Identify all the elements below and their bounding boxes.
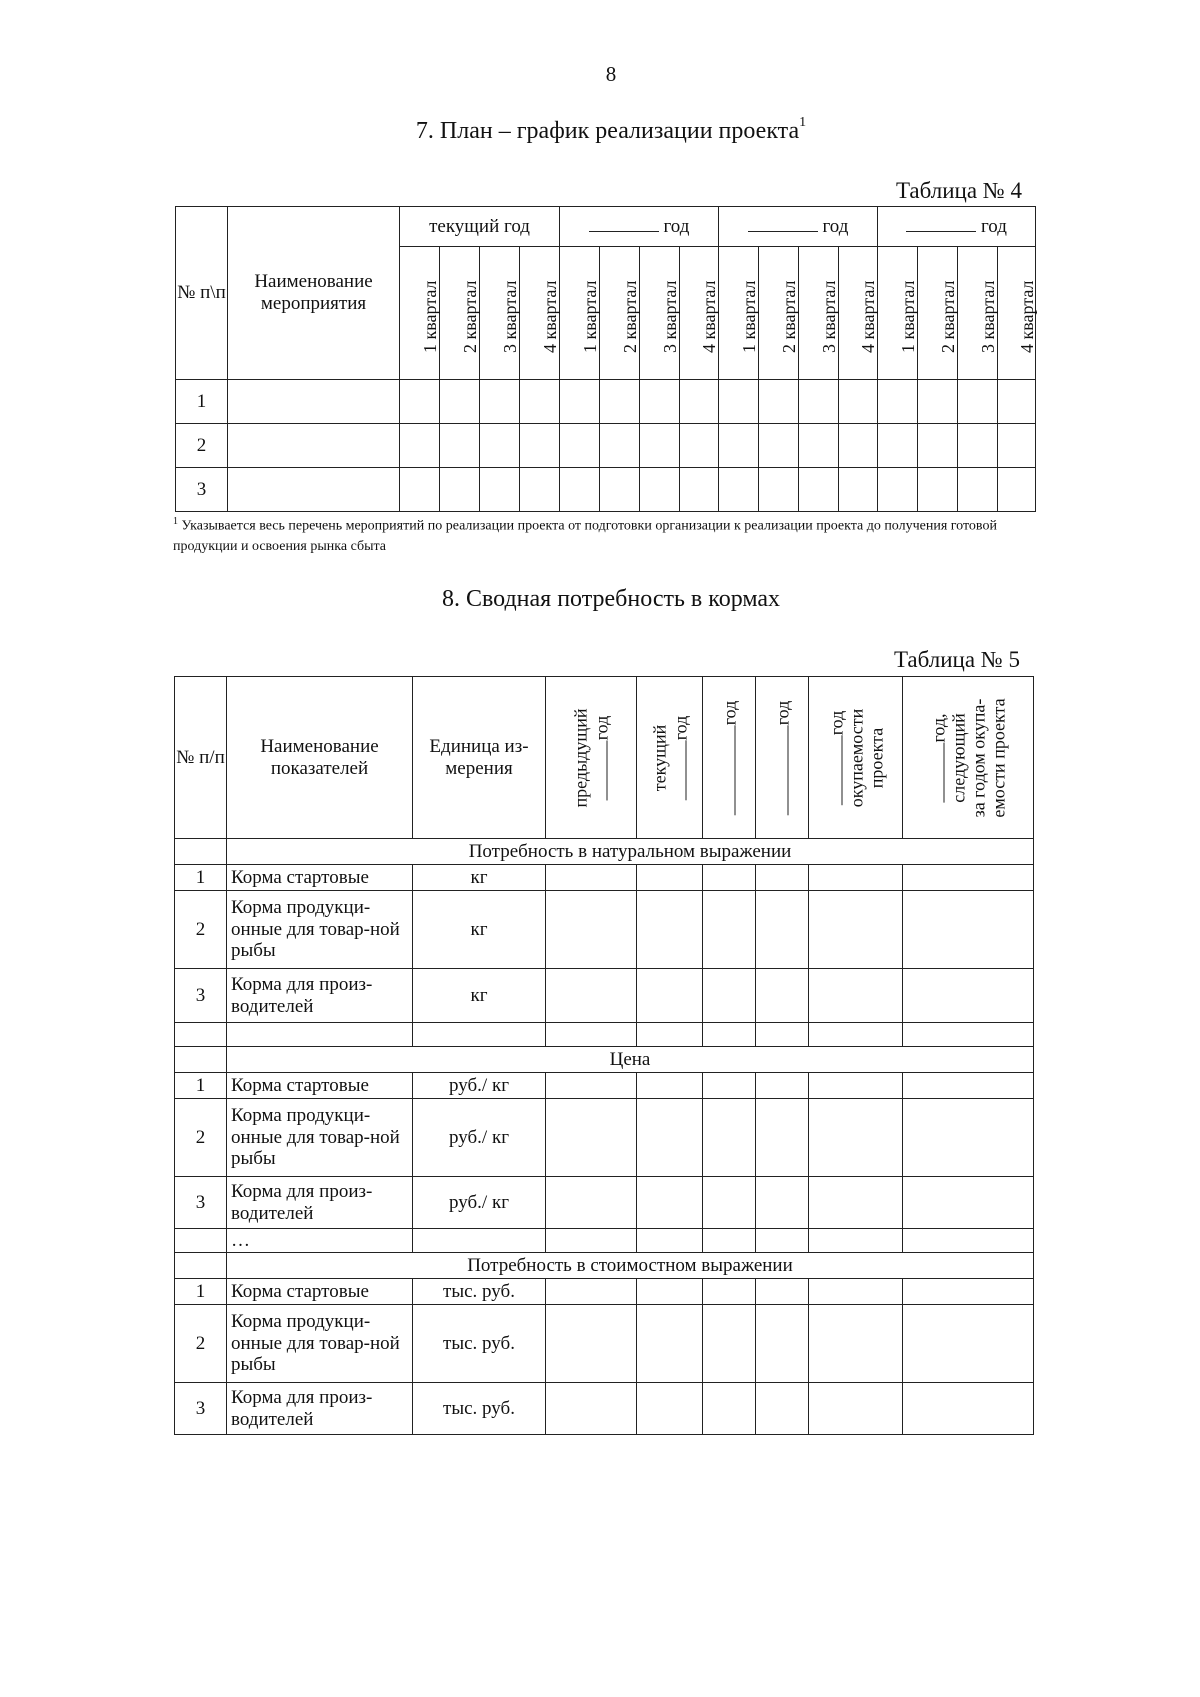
footnote: $^1$ Указывается весь перечень мероприятий по реализации проекта от подготовки организации к реализации проекта до получения готовой продукции и освоения рынка сбыта [173, 516, 997, 554]
empty-cell [703, 1383, 756, 1435]
empty-cell [756, 1383, 809, 1435]
quarter-header: 3 квартал [799, 247, 839, 380]
empty-cell [719, 468, 759, 512]
empty-cell [918, 424, 958, 468]
empty-cell [958, 424, 998, 468]
quarter-header: 3 квартал [480, 247, 520, 380]
table4-caption: Таблица № 4 [895, 178, 1022, 203]
quarter-header: 2 квартал [600, 247, 640, 380]
empty-cell [640, 468, 680, 512]
col-name-header: Наименование мероприятия [228, 207, 400, 380]
empty-cell [703, 1305, 756, 1383]
table-cell: 1 [175, 1279, 227, 1305]
table-row [175, 1229, 1034, 1253]
col-name-header: Наименование показателей [227, 677, 413, 839]
table-cell: 2 [175, 1099, 227, 1177]
empty-cell [878, 380, 918, 424]
empty-cell [175, 1023, 227, 1047]
empty-cell [903, 891, 1034, 969]
empty-cell [839, 424, 878, 468]
footnote-mark: 1 [799, 115, 807, 130]
empty-cell [680, 424, 719, 468]
empty-cell [546, 1383, 637, 1435]
empty-cell [175, 1253, 227, 1279]
empty-cell [759, 380, 799, 424]
empty-cell [756, 1279, 809, 1305]
empty-cell [998, 380, 1036, 424]
empty-cell [480, 380, 520, 424]
table-row [175, 1073, 1034, 1099]
empty-cell [703, 1073, 756, 1099]
empty-cell [809, 1099, 903, 1177]
table-cell: Корма для произ-водителей [227, 969, 413, 1023]
quarter-header: 2 квартал [440, 247, 480, 380]
empty-cell [903, 969, 1034, 1023]
table5-caption: Таблица № 5 [893, 647, 1020, 672]
empty-cell [756, 1305, 809, 1383]
empty-cell [878, 468, 918, 512]
empty-cell [546, 1099, 637, 1177]
empty-cell [756, 1073, 809, 1099]
empty-cell [637, 1073, 703, 1099]
empty-cell [903, 1383, 1034, 1435]
empty-cell [637, 1383, 703, 1435]
empty-cell [480, 424, 520, 468]
table-cell: Корма для произ-водителей [227, 1177, 413, 1229]
table-row [175, 1279, 1034, 1305]
table-cell: кг [413, 865, 546, 891]
empty-cell [703, 1099, 756, 1177]
row-number: 2 [176, 424, 228, 468]
empty-cell [413, 1023, 546, 1047]
group-row [175, 1253, 1034, 1279]
empty-cell [719, 380, 759, 424]
empty-cell [809, 1383, 903, 1435]
empty-cell [703, 1023, 756, 1047]
quarter-header: 3 квартал [640, 247, 680, 380]
empty-cell [637, 1229, 703, 1253]
table-row [176, 424, 1036, 468]
col-year-header: год [703, 677, 756, 839]
quarter-header: 3 квартал [958, 247, 998, 380]
empty-cell [546, 1279, 637, 1305]
empty-cell [228, 468, 400, 512]
table-cell: Корма стартовые [227, 1073, 413, 1099]
empty-cell [520, 468, 560, 512]
empty-cell [703, 1279, 756, 1305]
group-row [175, 839, 1034, 865]
empty-cell [546, 891, 637, 969]
empty-cell [600, 468, 640, 512]
table-row [175, 1305, 1034, 1383]
empty-cell [756, 969, 809, 1023]
empty-cell [546, 969, 637, 1023]
table-cell: 3 [175, 1383, 227, 1435]
empty-cell [903, 1099, 1034, 1177]
empty-cell [440, 468, 480, 512]
col-prev-year-header: предыдущий год [546, 677, 637, 839]
empty-cell [175, 1047, 227, 1073]
empty-cell [480, 468, 520, 512]
table-cell: тыс. руб. [413, 1279, 546, 1305]
empty-cell [759, 468, 799, 512]
empty-cell [637, 865, 703, 891]
empty-cell [809, 1023, 903, 1047]
empty-cell [756, 1023, 809, 1047]
empty-cell [809, 1305, 903, 1383]
empty-cell [756, 1177, 809, 1229]
empty-cell [413, 1229, 546, 1253]
page-number: 8 [605, 62, 617, 86]
section8-title: 8. Сводная потребность в кормах [441, 586, 780, 612]
empty-cell [546, 1023, 637, 1047]
empty-cell [809, 1279, 903, 1305]
table-cell: Корма стартовые [227, 1279, 413, 1305]
table-row [176, 468, 1036, 512]
empty-cell [637, 969, 703, 1023]
quarter-header: 1 квартал [560, 247, 600, 380]
empty-cell [175, 839, 227, 865]
empty-cell [998, 468, 1036, 512]
empty-cell [958, 380, 998, 424]
table-cell: кг [413, 969, 546, 1023]
quarter-header: 1 квартал [400, 247, 440, 380]
table-cell: кг [413, 891, 546, 969]
empty-cell [440, 380, 480, 424]
empty-cell [600, 380, 640, 424]
empty-cell [809, 865, 903, 891]
empty-cell [958, 468, 998, 512]
section7-title: 7. План – график реализации проекта$^1$ [415, 115, 807, 144]
col-num-header: № п/п [175, 677, 227, 839]
table-cell: 2 [175, 1305, 227, 1383]
empty-cell [918, 468, 958, 512]
table-row [175, 1383, 1034, 1435]
table-cell: руб./ кг [413, 1073, 546, 1099]
empty-cell [600, 424, 640, 468]
table-cell: 3 [175, 969, 227, 1023]
empty-cell [228, 380, 400, 424]
empty-cell [719, 424, 759, 468]
quarter-header: 2 квартал [918, 247, 958, 380]
empty-cell [520, 380, 560, 424]
empty-cell [839, 380, 878, 424]
empty-cell [560, 468, 600, 512]
table-cell: руб./ кг [413, 1099, 546, 1177]
empty-cell [546, 1229, 637, 1253]
table-cell: Корма продукци-онные для товар-ной рыбы [227, 1305, 413, 1383]
empty-cell [903, 1305, 1034, 1383]
table-cell: Корма продукци-онные для товар-ной рыбы [227, 891, 413, 969]
empty-cell [703, 891, 756, 969]
group-natural: Потребность в натуральном выражении [227, 839, 1034, 865]
empty-cell [546, 1073, 637, 1099]
group-row [175, 1047, 1034, 1073]
empty-cell [839, 468, 878, 512]
empty-cell [756, 1229, 809, 1253]
empty-cell [680, 380, 719, 424]
col-year-header: год [756, 677, 809, 839]
table-cell: Корма стартовые [227, 865, 413, 891]
table-cell: 1 [175, 865, 227, 891]
empty-cell [227, 1023, 413, 1047]
empty-cell [637, 1099, 703, 1177]
empty-cell [703, 865, 756, 891]
empty-cell [799, 424, 839, 468]
table-cell: Корма продукци-онные для товар-ной рыбы [227, 1099, 413, 1177]
table-row [175, 1099, 1034, 1177]
table-row [175, 891, 1034, 969]
quarter-header: 1 квартал [719, 247, 759, 380]
empty-cell [640, 380, 680, 424]
col-payback-year-header: год окупаемости проекта [809, 677, 903, 839]
empty-cell [637, 1279, 703, 1305]
empty-cell [440, 424, 480, 468]
empty-cell [998, 424, 1036, 468]
empty-cell [903, 1229, 1034, 1253]
quarter-header: 4 квартал [998, 247, 1036, 380]
empty-cell [903, 1177, 1034, 1229]
quarter-header: 4 квартал [680, 247, 719, 380]
group-cost: Потребность в стоимостном выражении [227, 1253, 1034, 1279]
row-number: 1 [176, 380, 228, 424]
empty-cell [175, 1229, 227, 1253]
col-next-year-header: год, следующий за годом окупа- емости проекта [903, 677, 1034, 839]
quarter-header: 4 квартал [520, 247, 560, 380]
empty-cell [637, 1177, 703, 1229]
row-number: 3 [176, 468, 228, 512]
quarter-header: 1 квартал [878, 247, 918, 380]
empty-cell [756, 865, 809, 891]
year-current-header: текущий год [400, 207, 560, 247]
year-2-header: год [560, 207, 719, 247]
empty-cell [809, 969, 903, 1023]
col-unit-header: Единица из-мерения [413, 677, 546, 839]
empty-cell [903, 1073, 1034, 1099]
table-4 [175, 206, 1036, 512]
empty-cell [228, 424, 400, 468]
year-4-header: год [878, 207, 1036, 247]
table-row [175, 969, 1034, 1023]
empty-cell [903, 865, 1034, 891]
table-row [175, 1177, 1034, 1229]
table-cell: тыс. руб. [413, 1305, 546, 1383]
empty-cell [809, 1229, 903, 1253]
empty-cell [546, 1305, 637, 1383]
table-cell: 3 [175, 1177, 227, 1229]
empty-cell [637, 1305, 703, 1383]
empty-cell [756, 1099, 809, 1177]
table-row [175, 1023, 1034, 1047]
empty-cell [918, 380, 958, 424]
quarter-header: 4 квартал [839, 247, 878, 380]
table-cell: 1 [175, 1073, 227, 1099]
empty-cell [400, 380, 440, 424]
empty-cell [809, 1073, 903, 1099]
empty-cell [809, 1177, 903, 1229]
empty-cell [637, 1023, 703, 1047]
col-num-header: № п\п [176, 207, 228, 380]
empty-cell [546, 865, 637, 891]
empty-cell [520, 424, 560, 468]
empty-cell [903, 1023, 1034, 1047]
empty-cell [640, 424, 680, 468]
empty-cell [703, 1229, 756, 1253]
empty-cell [400, 424, 440, 468]
table-cell: Корма для произ-водителей [227, 1383, 413, 1435]
table-row [175, 865, 1034, 891]
quarter-header: 2 квартал [759, 247, 799, 380]
empty-cell [560, 380, 600, 424]
empty-cell [799, 380, 839, 424]
table-row [176, 380, 1036, 424]
empty-cell [703, 1177, 756, 1229]
empty-cell [759, 424, 799, 468]
empty-cell [903, 1279, 1034, 1305]
table-5 [174, 676, 1034, 1435]
col-cur-year-header: текущий год [637, 677, 703, 839]
table-cell: руб./ кг [413, 1177, 546, 1229]
empty-cell [400, 468, 440, 512]
group-price: Цена [227, 1047, 1034, 1073]
empty-cell [546, 1177, 637, 1229]
table-cell: 2 [175, 891, 227, 969]
empty-cell [878, 424, 918, 468]
empty-cell [560, 424, 600, 468]
empty-cell [637, 891, 703, 969]
ellipsis: … [227, 1229, 413, 1253]
empty-cell [703, 969, 756, 1023]
table-cell: тыс. руб. [413, 1383, 546, 1435]
empty-cell [799, 468, 839, 512]
year-3-header: год [719, 207, 878, 247]
empty-cell [756, 891, 809, 969]
empty-cell [809, 891, 903, 969]
empty-cell [680, 468, 719, 512]
